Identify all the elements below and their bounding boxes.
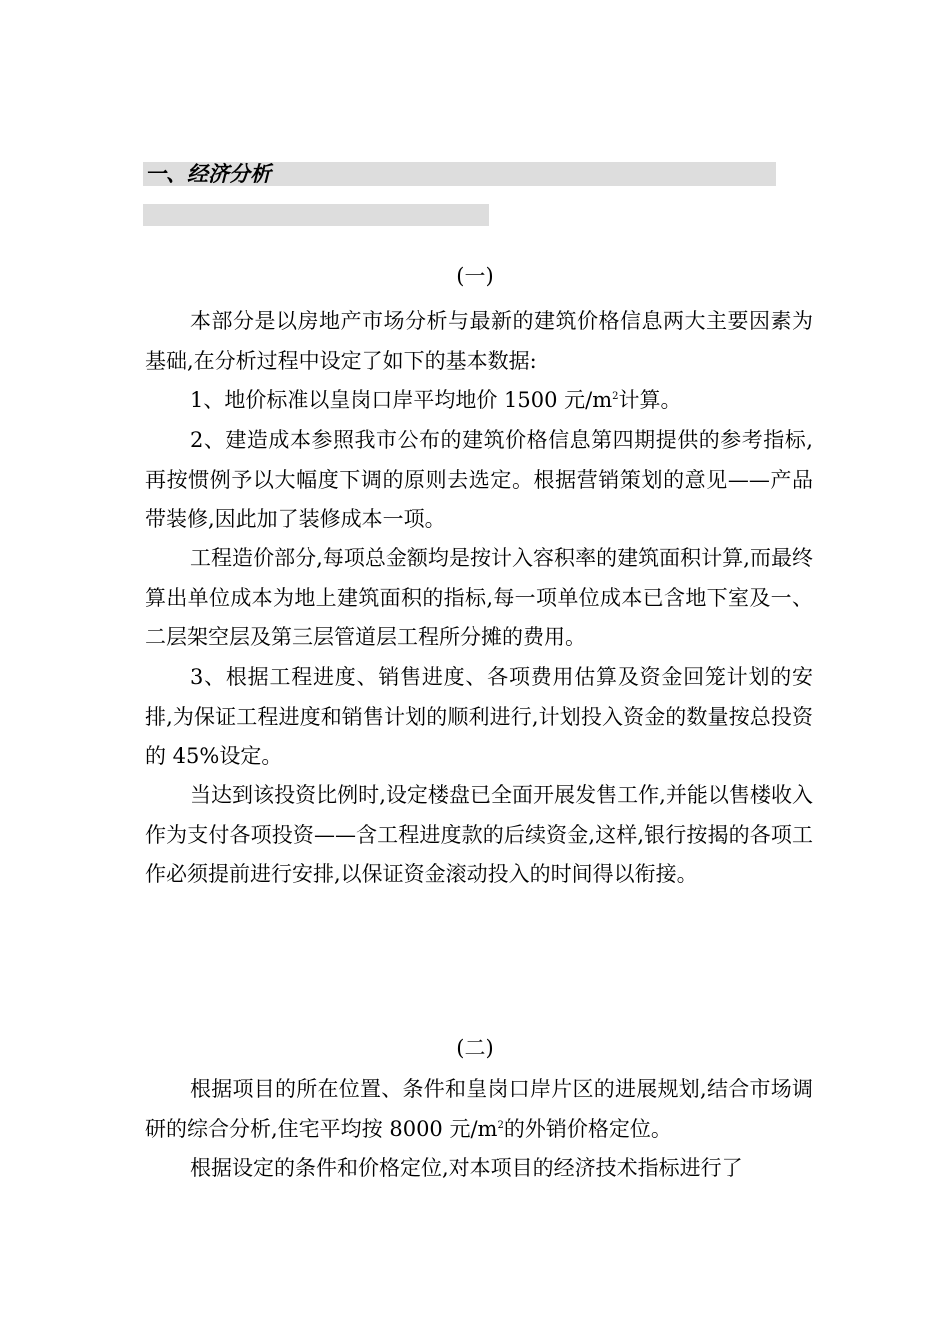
land-price-unit-sup: 2 <box>612 391 619 402</box>
price-positioning-text: 根据项目的所在位置、条件和皇岗口岸片区的进展规划,结合市场调研的综合分析,住宅平均按 8000 元/m <box>145 1077 813 1141</box>
part1-label: (一) <box>456 264 494 288</box>
land-price-text: 1、地价标准以皇岗口岸平均地价 1500 元/m <box>190 388 613 412</box>
heading-highlight-secondary <box>143 204 489 226</box>
paragraph-intro: 本部分是以房地产市场分析与最新的建筑价格信息两大主要因素为基础,在分析过程中设定了如下的基本数据: <box>145 309 813 373</box>
price-unit-sup: 2 <box>497 1119 504 1131</box>
paragraph-price-positioning <box>145 1070 813 1149</box>
section-title: 一、经济分析 <box>145 162 271 186</box>
land-price-suffix: 计算。 <box>618 388 682 412</box>
paragraph-land-price <box>145 381 813 421</box>
paragraph-construction-cost: 2、建造成本参照我市公布的建筑价格信息第四期提供的参考指标,再按惯例予以大幅度下调的原则去选定。根据营销策划的意见——产品带装修,因此加了装修成本一项。 <box>145 428 813 531</box>
paragraph-sales-start: 当达到该投资比例时,设定楼盘已全面开展发售工作,并能以售楼收入作为支付各项投资——含工程进度款的后续资金,这样,银行按揭的各项工作必须提前进行安排,以保证资金滚动投入的时间得以衔接。 <box>145 783 813 886</box>
paragraph-indicators: 根据设定的条件和价格定位,对本项目的经济技术指标进行了 <box>190 1156 743 1180</box>
price-positioning-suffix: 的外销价格定位。 <box>503 1116 672 1141</box>
part2-label: (二) <box>456 1036 494 1060</box>
paragraph-engineering-cost: 工程造价部分,每项总金额均是按计入容积率的建筑面积计算,而最终算出单位成本为地上建筑面积的指标,每一项单位成本已含地下室及一、二层架空层及第三层管道层工程所分摊的费用。 <box>145 546 813 649</box>
paragraph-investment-plan: 3、根据工程进度、销售进度、各项费用估算及资金回笼计划的安排,为保证工程进度和销售计划的顺利进行,计划投入资金的数量按总投资的 45%设定。 <box>145 665 813 768</box>
